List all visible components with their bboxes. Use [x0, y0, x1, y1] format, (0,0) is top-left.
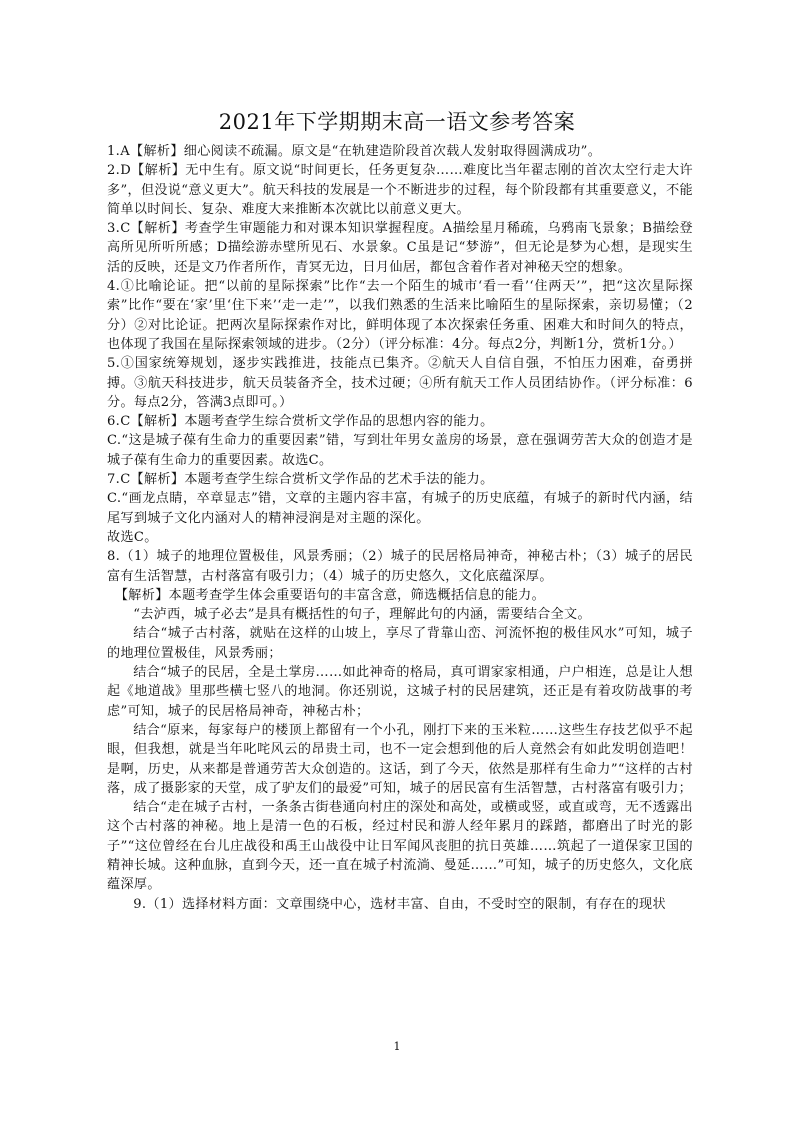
answer-8-para-2: 结合“城子古村落，就贴在这样的山坡上，享尽了背靠山峦、河流怀抱的极佳风水”可知，城子的地理位置极佳，风景秀丽； — [107, 626, 693, 661]
answer-7-choice: 故选C。 — [107, 529, 158, 545]
answer-8-para-3: 结合“城子的民居，全是土掌房……如此神奇的格局，真可谓家家相通，户户相连，总是让人想起《地道战》里那些横七竖八的地洞。你还别说，这城子村的民居建筑，还正是有着攻防战事的考虑”可知，城子的民居格局神奇，神秘古朴； — [107, 665, 693, 719]
answer-8-para-1: “去泸西，城子必去”是具有概括性的句子，理解此句的内涵，需要结合全文。 — [133, 607, 591, 623]
answer-8-para-4: 结合“原来，每家每户的楼顶上都留有一个小孔，刚打下来的玉米粒……这些生存技艺似乎不起眼，但我想，就是当年叱咤风云的昂贵土司，也不一定会想到他的后人竟然会有如此发明创造吧！是啊，历史，从来都是普通劳苦大众创造的。这话，到了今天，依然是那样有生命力”“这样的古村落，成了摄影家的天堂，成了驴友们的最爱”可知，城子的居民富有生活智慧，古村落富有吸引力； — [107, 722, 693, 796]
answer-body — [107, 142, 693, 914]
page-number: 1 — [393, 1040, 401, 1053]
answer-3: 3.C【解析】考查学生审题能力和对课本知识掌握程度。A描绘星月稀疏，乌鸦南飞景象；B描绘登高所见所听所感；D描绘游赤壁所见石、水景象。C虽是记“梦游”，但无论是梦为心想，是现实生活的反映，还是文乃作者所作，青冥无边，日月仙居，都包含着作者对神秘天空的想象。 — [107, 221, 693, 275]
answer-7-detail: C.“画龙点睛，卒章显志”错，文章的主题内容丰富，有城子的历史底蕴，有城子的新时代内涵，结尾写到城子文化内涵对人的精神浸润是对主题的深化。 — [107, 491, 693, 526]
answer-7: 7.C【解析】本题考查学生综合赏析文学作品的艺术手法的能力。 — [107, 472, 494, 488]
page-title: 2021年下学期期末高一语文参考答案 — [218, 110, 576, 134]
answer-5: 5.①国家统筹规划，逐步实践推进，技能点已集齐。②航天人自信自强，不怕压力困难，奋勇拼搏。③航天科技进步，航天员装备齐全，技术过硬；④所有航天工作人员团结协作。（评分标准：6分。每点2分，答满3点即可。） — [107, 356, 693, 410]
answer-6: 6.C【解析】本题考查学生综合赏析文学作品的思想内容的能力。 — [107, 414, 494, 430]
answer-1: 1.A【解析】细心阅读不疏漏。原文是“在轨建造阶段首次载人发射取得圆满成功”。 — [107, 144, 602, 159]
answer-8: 8.（1）城子的地理位置极佳，风景秀丽；（2）城子的民居格局神奇，神秘古朴；（3）城子的居民富有生活智慧，古村落富有吸引力；（4）城子的历史悠久，文化底蕴深厚。 — [107, 549, 693, 584]
answer-8-para-5: 结合“走在城子古村，一条条古街巷通向村庄的深处和高处，或横或竖，或直或弯，无不透露出这个古村落的神秘。地上是清一色的石板，经过村民和游人经年累月的踩踏，都磨出了时光的影子”“这位曾经在台儿庄战役和禹王山战役中让日军闻风丧胆的抗日英雄……筑起了一道保家卫国的精神长城。这种血脉，直到今天，还一直在城子村流淌、曼延……”可知，城子的历史悠久，文化底蕴深厚。 — [107, 800, 693, 893]
answer-6-detail: C.“这是城子葆有生命力的重要因素”错，写到壮年男女盖房的场景，意在强调劳苦大众的创造才是城子葆有生命力的重要因素。故选C。 — [107, 433, 693, 468]
answer-2: 2.D【解析】无中生有。原文说“时间更长，任务更复杂……难度比当年翟志刚的首次太空行走大许多”，但没说“意义更大”。航天科技的发展是一个不断进步的过程，每个阶段都有其重要意义，不能简单以时间长、复杂、难度大来推断本次就比以前意义更大。 — [107, 163, 693, 217]
answer-8-analysis: 【解析】本题考查学生体会重要语句的丰富含意，筛选概括信息的能力。 — [114, 587, 546, 603]
answer-9: 9.（1）选择材料方面：文章围绕中心，选材丰富、自由，不受时空的限制，有存在的现状 — [133, 896, 666, 912]
answer-4: 4.①比喻论证。把“以前的星际探索”比作“去一个陌生的城市‘看一看’‘住两天’”，把“这次星际探索”比作“要在‘家’里‘住下来’‘走一走’”，以我们熟悉的生活来比喻陌生的星际探索，亲切易懂；（2分）②对比论证。把两次星际探索作对比，鲜明体现了本次探索任务重、困难大和时间久的特点，也体现了我国在星际探索领域的进步。（2分）（评分标准：4分。每点2分，判断1分，赏析1分。） — [107, 279, 693, 352]
